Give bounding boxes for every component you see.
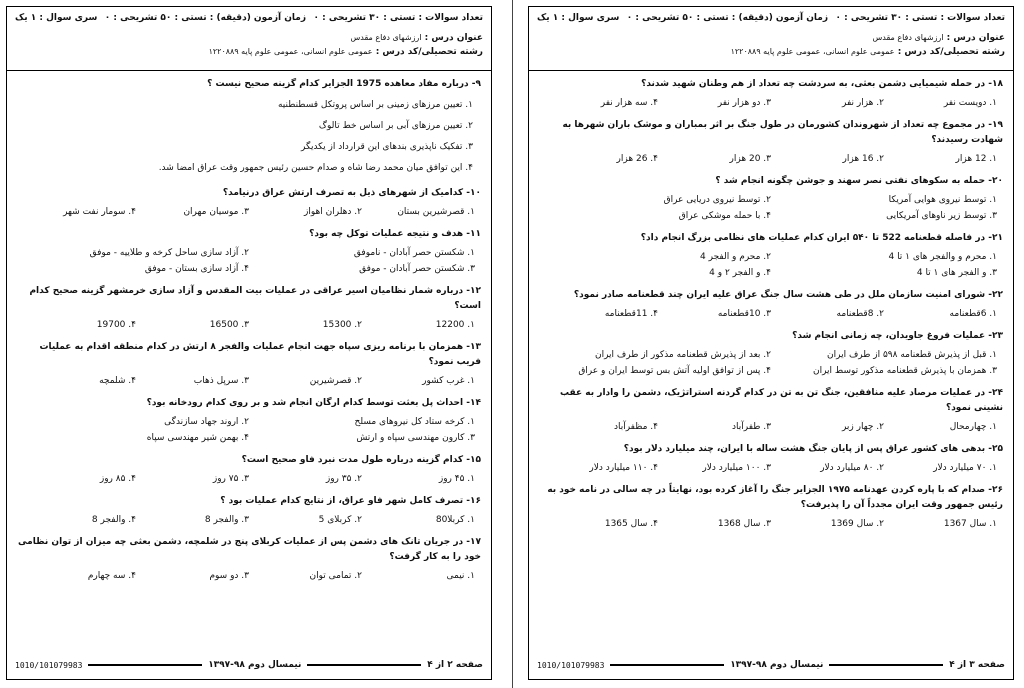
answer-option: ۲. ۸۰ میلیارد دلار xyxy=(820,463,884,473)
answer-option: ۲. بعد از پذیرش قطعنامه مذکور از طرف ایران xyxy=(594,350,771,360)
answer-options xyxy=(17,376,481,386)
question-text: ۲۰- حمله به سکوهای نفتی نصر سهند و جوشن چگونه انجام شد ؟ xyxy=(715,176,1003,186)
answer-options xyxy=(539,350,1003,376)
answer-option: ۴. آزاد سازی بستان - موفق xyxy=(144,264,249,274)
page-footer xyxy=(537,657,1005,673)
question-text: ۱۱- هدف و نتیجه عملیات توکل چه بود؟ xyxy=(309,229,481,239)
questions-list xyxy=(7,71,491,581)
answer-option: ۴. 26 هزار xyxy=(616,154,658,164)
page-gutter xyxy=(512,0,513,688)
answer-option: ۴. والفجر 8 xyxy=(91,515,136,525)
question-text: ۱۴- احداث پل بعثت توسط کدام ارگان انجام شد و بر روی کدام رودخانه بود؟ xyxy=(146,398,481,408)
answer-options xyxy=(539,154,1003,164)
answer-option: ۳. دو هزار نفر xyxy=(717,98,771,108)
question-text: ۱۰- کدامیک از شهرهای ذیل به تصرف ارتش عراق درنیامد؟ xyxy=(222,188,481,198)
answer-option: ۴. پس از توافق اولیه آتش بس توسط ایران و عراق xyxy=(578,366,771,376)
page-footer xyxy=(15,657,483,673)
question-text: ۱۹- در مجموع چه تعداد از شهروندان کشورمان در طول جنگ بر اثر بمباران و موشک باران شهرها به شهادت رسیدند؟ xyxy=(562,120,1003,145)
answer-option: ۱. شکستن حصر آبادان - ناموفق xyxy=(353,248,475,258)
question-item xyxy=(539,442,1003,473)
question-text: ۱۸- در حمله شیمیایی دشمن بعثی، به سردشت چه تعداد از هم وطنان شهید شدند؟ xyxy=(641,79,1003,89)
answer-option: ۴. 19700 xyxy=(96,320,136,330)
answer-options xyxy=(539,463,1003,473)
answer-option: ۳. موسیان مهران xyxy=(183,207,249,217)
answer-option: ۲. اروند جهاد سازندگی xyxy=(164,417,249,427)
question-text: ۱۲- درباره شمار نظامیان اسیر عراقی در عملیات بیت المقدس و آزاد سازی خرمشهر گزینه صحیح کدام است؟ xyxy=(29,286,481,311)
answer-options xyxy=(539,519,1003,529)
answer-option: ۳. دو سوم xyxy=(209,571,249,581)
course-field: رشته تحصیلی/کد درس : عمومی علوم انسانی، عمومی علوم پایه ۱۲۲۰۸۸۹ xyxy=(208,47,483,57)
question-count: تعداد سوالات : تستی : ۳۰ تشریحی : ۰ xyxy=(835,13,1005,23)
answer-option: ۲. تعیین مرزهای آبی بر اساس خط تالوگ xyxy=(318,121,473,131)
answer-option: ۳. طفرآباد xyxy=(731,422,771,432)
answer-option: ۴. 11قطعنامه xyxy=(604,309,658,319)
answer-option: ۲. هزار نفر xyxy=(841,98,884,108)
answer-option: ۱. کربلا80 xyxy=(435,515,475,525)
answer-option: ۲. قصرشیرین xyxy=(309,376,362,386)
exam-time: زمان آزمون (دقیقه) : تستی : ۵۰ تشریحی : ۰ xyxy=(104,13,307,23)
exam-code: 1010/101079983 xyxy=(537,660,605,670)
answer-option: ۳. شکستن حصر آبادان - موفق xyxy=(359,264,475,274)
answer-options xyxy=(17,98,481,176)
answer-option: ۴. سال 1365 xyxy=(604,519,658,529)
answer-option: ۲. 8قطعنامه xyxy=(836,309,884,319)
answer-option: ۲. آزاد سازی ساحل کرخه و طلاییه - موفق xyxy=(89,248,249,258)
answer-option: ۳. 20 هزار xyxy=(729,154,771,164)
answer-option: ۱. سال 1367 xyxy=(943,519,997,529)
answer-option: ۳. 10قطعنامه xyxy=(717,309,771,319)
answer-option: ۳. والفجر 8 xyxy=(204,515,249,525)
answer-options xyxy=(539,252,1003,278)
question-item xyxy=(17,494,481,525)
answer-option: ۲. ۳۵ روز xyxy=(325,474,362,484)
answer-option: ۱. نیمی xyxy=(446,571,475,581)
answer-options xyxy=(17,474,481,484)
answer-option: ۴. سه چهارم xyxy=(87,571,136,581)
answer-options xyxy=(17,417,481,443)
question-item xyxy=(539,77,1003,108)
answer-option: ۳. تفکیک ناپذیری بندهای این قرارداد از یکدیگر xyxy=(301,142,473,152)
answer-option: ۱. قصرشیرین بستان xyxy=(397,207,475,217)
answer-option: ۲. 16 هزار xyxy=(842,154,884,164)
answer-option: ۴. ۸۵ روز xyxy=(99,474,136,484)
question-item xyxy=(539,231,1003,278)
question-text: ۱۶- تصرف کامل شهر فاو عراق، از نتایج کدام عملیات بود ؟ xyxy=(220,496,481,506)
term-label: نیمسال دوم ۹۸-۱۳۹۷ xyxy=(208,660,302,670)
footer-rule xyxy=(829,664,943,666)
answer-option: ۳. سال 1368 xyxy=(717,519,771,529)
answer-option: ۴. ۱۱۰ میلیارد دلار xyxy=(589,463,658,473)
answer-option: ۴. این توافق میان محمد رضا شاه و صدام حسین رئیس جمهور وقت عراق امضا شد. xyxy=(158,163,473,173)
answer-option: ۴. بهمن شیر مهندسی سپاه xyxy=(146,433,249,443)
question-text: ۲۶- صدام که با پاره کردن عهدنامه ۱۹۷۵ الجزایر جنگ را آغاز کرده بود، نهایتاً در چه سالی در نامه خود به رئیس جمهور وقت ایران مجدداً آن را پذیرفت؟ xyxy=(547,485,1003,510)
answer-option: ۲. سال 1369 xyxy=(830,519,884,529)
answer-option: ۱. توسط نیروی هوایی آمریکا xyxy=(888,195,997,205)
answer-options xyxy=(17,515,481,525)
answer-option: ۳. کارون مهندسی سپاه و ارتش xyxy=(356,433,475,443)
question-text: ۲۵- بدهی های کشور عراق پس از پایان جنگ هشت ساله با ایران، چند میلیارد دلار بود؟ xyxy=(623,444,1003,454)
answer-option: ۲. تمامی توان xyxy=(309,571,362,581)
question-item xyxy=(539,386,1003,432)
exam-header xyxy=(529,7,1013,71)
answer-options xyxy=(17,320,481,330)
answer-options xyxy=(539,195,1003,221)
question-text: ۱۵- کدام گزینه درباره طول مدت نبرد فاو صحیح است؟ xyxy=(241,455,481,465)
answer-options xyxy=(539,98,1003,108)
answer-option: ۱. چهارمحال xyxy=(949,422,997,432)
page-number: صفحه ۲ از ۴ xyxy=(427,660,483,670)
page-number: صفحه ۳ از ۴ xyxy=(949,660,1005,670)
answer-option: ۱. قبل از پذیرش قطعنامه ۵۹۸ از طرف ایران xyxy=(827,350,997,360)
answer-option: ۴. سومار نفت شهر xyxy=(63,207,136,217)
answer-option: ۱. تعیین مرزهای زمینی بر اساس پروتکل قسطنطنیه xyxy=(277,100,473,110)
answer-option: ۳. توسط زیر ناوهای آمریکایی xyxy=(886,211,997,221)
answer-options xyxy=(17,248,481,274)
answer-option: ۱. 12200 xyxy=(435,320,475,330)
question-item xyxy=(17,535,481,581)
question-text: ۱۳- همزمان با برنامه ریزی سپاه جهت انجام عملیات والفجر ۸ ارتش در کدام منطقه اقدام به عملیات فریب نمود؟ xyxy=(39,342,481,367)
course-field: رشته تحصیلی/کد درس : عمومی علوم انسانی، عمومی علوم پایه ۱۲۲۰۸۸۹ xyxy=(730,47,1005,57)
question-text: ۲۳- عملیات فروغ جاویدان، چه زمانی انجام شد؟ xyxy=(792,331,1003,341)
answer-option: ۱. 12 هزار xyxy=(955,154,997,164)
answer-option: ۲. توسط نیروی دریایی عراق xyxy=(663,195,771,205)
answer-option: ۱. ۴۵ روز xyxy=(438,474,475,484)
answer-options xyxy=(17,207,481,217)
question-text: ۲۲- شورای امنیت سازمان ملل در طی هشت سال جنگ عراق علیه ایران چند قطعنامه صادر نمود؟ xyxy=(573,290,1003,300)
answer-option: ۴. مظفرآباد xyxy=(613,422,658,432)
answer-option: ۳. و الفجر های ۱ تا 4 xyxy=(916,268,997,278)
course-title: عنوان درس : ارزشهای دفاع مقدس xyxy=(350,33,483,43)
answer-option: ۲. کربلای 5 xyxy=(318,515,362,525)
question-series: سری سوال : ۱ یک xyxy=(537,13,620,23)
question-count: تعداد سوالات : تستی : ۳۰ تشریحی : ۰ xyxy=(313,13,483,23)
answer-options xyxy=(539,422,1003,432)
exam-page-right xyxy=(528,6,1014,680)
answer-option: ۴. شلمچه xyxy=(99,376,136,386)
answer-option: ۴. سه هزار نفر xyxy=(600,98,658,108)
answer-option: ۲. چهار زبر xyxy=(841,422,884,432)
answer-option: ۱. 6قطعنامه xyxy=(949,309,997,319)
footer-rule xyxy=(88,664,202,666)
answer-options xyxy=(539,309,1003,319)
answer-option: ۴. با حمله موشکی عراق xyxy=(678,211,771,221)
footer-rule xyxy=(307,664,421,666)
question-text: ۱۷- در جریان تانک های دشمن پس از عملیات کربلای پنج در شلمچه، دشمن بعثی چه میزان از توان نظامی خود را به کار گرفت؟ xyxy=(18,537,481,562)
answer-option: ۳. 16500 xyxy=(209,320,249,330)
question-item xyxy=(17,453,481,484)
answer-option: ۲. 15300 xyxy=(322,320,362,330)
question-item xyxy=(17,396,481,443)
question-item xyxy=(17,186,481,217)
answer-option: ۱. غرب کشور xyxy=(422,376,475,386)
answer-option: ۱. دویست نفر xyxy=(943,98,997,108)
question-item xyxy=(539,118,1003,164)
question-text: ۲۱- در فاصله قطعنامه 522 تا ۵۴۰ ایران کدام عملیات های نظامی بزرگ انجام داد؟ xyxy=(640,233,1003,243)
question-text: ۹- درباره مفاد معاهده 1975 الجزایر کدام گزینه صحیح نیست ؟ xyxy=(207,79,481,89)
answer-option: ۴. و الفجر ۲ و 4 xyxy=(709,268,771,278)
answer-option: ۱. محرم و والفجر های ۱ تا 4 xyxy=(888,252,997,262)
term-label: نیمسال دوم ۹۸-۱۳۹۷ xyxy=(730,660,824,670)
question-item xyxy=(17,227,481,274)
questions-list xyxy=(529,71,1013,529)
answer-option: ۳. ۷۵ روز xyxy=(212,474,249,484)
course-title: عنوان درس : ارزشهای دفاع مقدس xyxy=(872,33,1005,43)
question-item xyxy=(539,483,1003,529)
question-item xyxy=(539,329,1003,376)
question-text: ۲۴- در عملیات مرصاد علیه منافقین، جنگ تن به تن در کدام گردنه استراتژیک، دشمن را وادار به عقب نشینی نمود؟ xyxy=(560,388,1003,413)
footer-rule xyxy=(610,664,724,666)
answer-option: ۲. دهلران اهواز xyxy=(304,207,362,217)
answer-options xyxy=(17,571,481,581)
answer-option: ۱. ۷۰ میلیارد دلار xyxy=(933,463,997,473)
answer-option: ۳. ۱۰۰ میلیارد دلار xyxy=(702,463,771,473)
question-series: سری سوال : ۱ یک xyxy=(15,13,98,23)
question-item xyxy=(17,340,481,386)
exam-code: 1010/101079983 xyxy=(15,660,83,670)
exam-time: زمان آزمون (دقیقه) : تستی : ۵۰ تشریحی : ۰ xyxy=(626,13,829,23)
exam-page-left xyxy=(6,6,492,680)
question-item xyxy=(539,288,1003,319)
answer-option: ۱. کرخه ستاد کل نیروهای مسلح xyxy=(354,417,475,427)
answer-option: ۳. سرپل ذهاب xyxy=(193,376,249,386)
answer-option: ۲. محرم و الفجر 4 xyxy=(700,252,771,262)
answer-option: ۳. همزمان با پذیرش قطعنامه مذکور توسط ایران xyxy=(812,366,997,376)
question-item xyxy=(17,284,481,330)
question-item xyxy=(539,174,1003,221)
exam-header xyxy=(7,7,491,71)
question-item xyxy=(17,77,481,176)
